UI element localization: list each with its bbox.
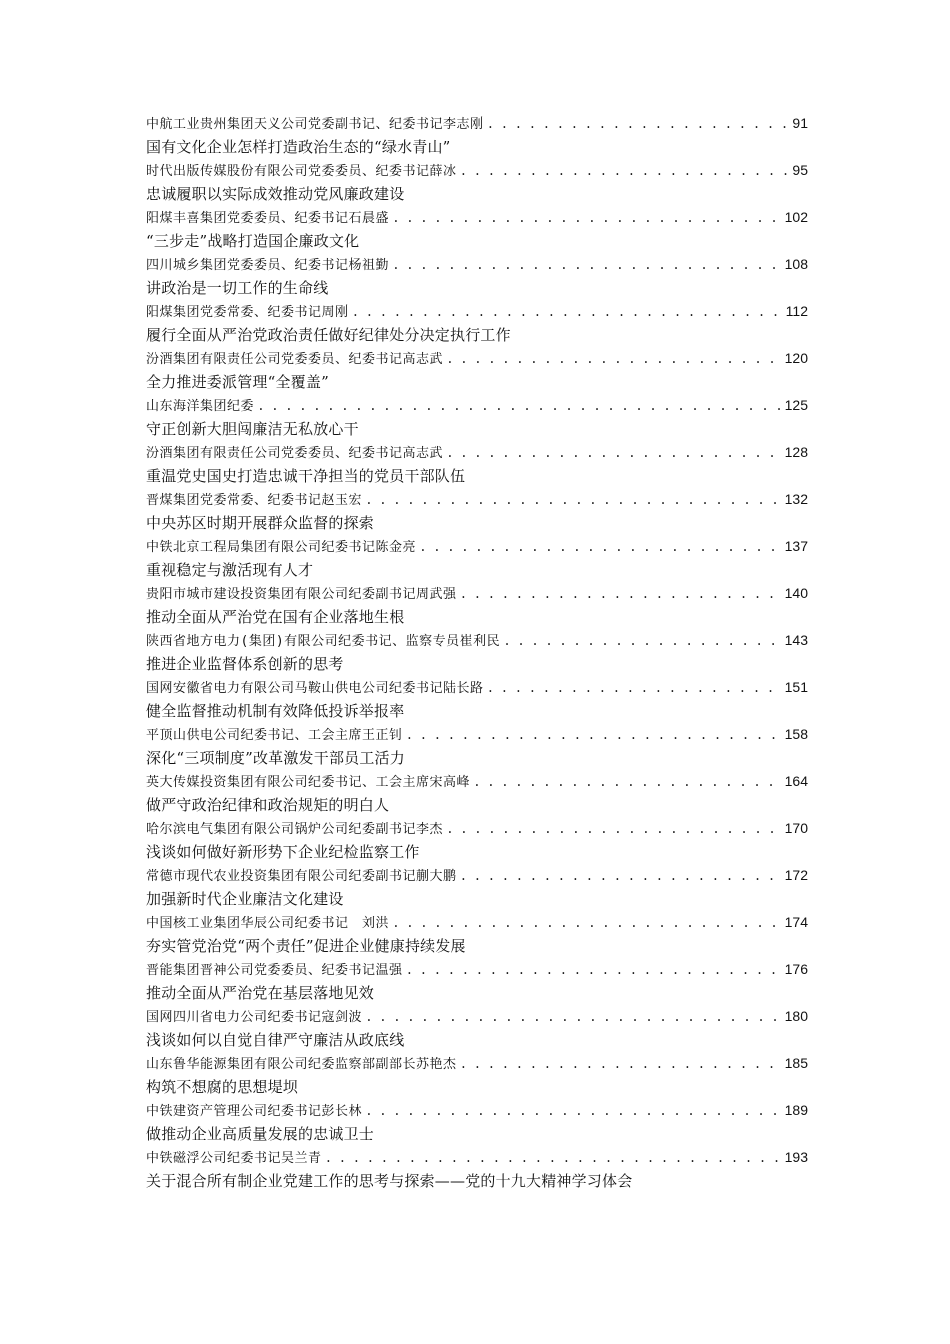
toc-entry-author: 汾酒集团有限责任公司党委委员、纪委书记高志武 — [146, 446, 444, 461]
toc-entry-author: 国网四川省电力公司纪委书记寇剑波 — [146, 1010, 363, 1025]
dot-leader — [503, 630, 781, 654]
toc-entry-author: 贵阳市城市建设投资集团有限公司纪委副书记周武强 — [146, 587, 457, 602]
dot-leader — [392, 254, 782, 278]
toc-entry-title: 推动全面从严治党在国有企业落地生根 — [146, 607, 405, 626]
toc-entry-page-number: 164 — [784, 773, 808, 789]
toc-entry-page-number: 193 — [784, 1149, 808, 1165]
toc-entry-page-number: 151 — [784, 679, 808, 695]
toc-entry-author: 中铁建资产管理公司纪委书记彭长林 — [146, 1104, 363, 1119]
toc-entry-page-number: 172 — [784, 867, 808, 883]
toc-entry-title: 守正创新大胆闯廉洁无私放心干 — [146, 419, 359, 438]
toc-entry-page-number: 95 — [792, 162, 808, 178]
table-of-contents — [146, 112, 808, 1193]
toc-entry-title: 重温党史国史打造忠诚干净担当的党员干部队伍 — [146, 466, 466, 485]
toc-entry-page-number: 140 — [784, 585, 808, 601]
dot-leader — [365, 1100, 782, 1124]
toc-entry-page-number: 137 — [784, 538, 808, 554]
toc-entry-page-number: 128 — [784, 444, 808, 460]
toc-entry-title: 重视稳定与激活现有人才 — [146, 560, 314, 579]
toc-entry-title: 中央苏区时期开展群众监督的探索 — [146, 513, 375, 532]
dot-leader — [446, 348, 782, 372]
dot-leader — [392, 912, 782, 936]
toc-entry-page-number: 158 — [784, 726, 808, 742]
toc-entry-author-row — [146, 1146, 808, 1170]
toc-entry-title: 夯实管党治党“两个责任”促进企业健康持续发展 — [146, 936, 466, 955]
toc-entry-author: 中国核工业集团华辰公司纪委书记 刘洪 — [146, 916, 390, 931]
toc-entry-title: 深化“三项制度”改革激发干部员工活力 — [146, 748, 405, 767]
toc-entry-author-row — [146, 958, 808, 982]
toc-entry-author-row — [146, 770, 808, 794]
toc-entry-page-number: 112 — [785, 303, 808, 319]
toc-entry-page-number: 91 — [792, 115, 808, 131]
toc-entry-author-row — [146, 1005, 808, 1029]
toc-entry-author: 平顶山供电公司纪委书记、工会主席王正钊 — [146, 728, 403, 743]
toc-entry-page-number: 120 — [784, 350, 808, 366]
toc-entry-title: 构筑不想腐的思想堤坝 — [146, 1077, 299, 1096]
dot-leader — [446, 818, 782, 842]
dot-leader — [460, 865, 782, 889]
toc-entry-author-row — [146, 253, 808, 277]
dot-leader — [460, 1053, 782, 1077]
toc-entry-title: 关于混合所有制企业党建工作的思考与探索——党的十九大精神学习体会 — [146, 1171, 633, 1190]
toc-entry-author: 英大传媒投资集团有限公司纪委书记、工会主席宋高峰 — [146, 775, 471, 790]
dot-leader — [406, 959, 782, 983]
toc-entry-author: 阳煤丰喜集团党委委员、纪委书记石晨盛 — [146, 211, 390, 226]
toc-entry-author-row — [146, 629, 808, 653]
toc-entry-page-number: 170 — [784, 820, 808, 836]
toc-entry-page-number: 125 — [784, 397, 808, 413]
dot-leader — [365, 1006, 782, 1030]
toc-entry-author: 阳煤集团党委常委、纪委书记周刚 — [146, 305, 349, 320]
toc-entry-author-row — [146, 676, 808, 700]
dot-leader — [460, 160, 790, 184]
toc-entry-title: 讲政治是一切工作的生命线 — [146, 278, 329, 297]
toc-entry-author: 陕西省地方电力(集团)有限公司纪委书记、监察专员崔利民 — [146, 634, 501, 649]
toc-entry-author: 晋煤集团党委常委、纪委书记赵玉宏 — [146, 493, 363, 508]
toc-entry-author-row — [146, 1099, 808, 1123]
toc-entry-title: 浅谈如何以自觉自律严守廉洁从政底线 — [146, 1030, 405, 1049]
dot-leader — [257, 395, 782, 419]
toc-entry-page-number: 143 — [784, 632, 808, 648]
toc-entry-page-number: 185 — [784, 1055, 808, 1071]
toc-entry-author-row — [146, 159, 808, 183]
dot-leader — [487, 113, 790, 137]
toc-entry-page-number: 180 — [784, 1008, 808, 1024]
toc-entry-author-row — [146, 206, 808, 230]
toc-entry-author: 哈尔滨电气集团有限公司锅炉公司纪委副书记李杰 — [146, 822, 444, 837]
toc-entry-title: 加强新时代企业廉洁文化建设 — [146, 889, 344, 908]
toc-entry-title: 推动全面从严治党在基层落地见效 — [146, 983, 375, 1002]
dot-leader — [473, 771, 782, 795]
toc-entry-author: 时代出版传媒股份有限公司党委委员、纪委书记薛冰 — [146, 164, 457, 179]
dot-leader — [352, 301, 783, 325]
toc-entry-author-row — [146, 1052, 808, 1076]
toc-entry-author-row — [146, 723, 808, 747]
toc-entry-title: “三步走”战略打造国企廉政文化 — [146, 231, 360, 250]
dot-leader — [406, 724, 782, 748]
toc-entry-title: 履行全面从严治党政治责任做好纪律处分决定执行工作 — [146, 325, 511, 344]
toc-entry-title: 浅谈如何做好新形势下企业纪检监察工作 — [146, 842, 420, 861]
toc-entry-author-row — [146, 347, 808, 371]
toc-entry-author: 中铁北京工程局集团有限公司纪委书记陈金亮 — [146, 540, 417, 555]
dot-leader — [325, 1147, 782, 1171]
dot-leader — [446, 442, 782, 466]
toc-entry-page-number: 132 — [784, 491, 808, 507]
toc-entry-author-row — [146, 488, 808, 512]
dot-leader — [365, 489, 782, 513]
toc-entry-author: 中航工业贵州集团天义公司党委副书记、纪委书记李志刚 — [146, 117, 484, 132]
dot-leader — [487, 677, 782, 701]
toc-entry-title: 国有文化企业怎样打造政治生态的“绿水青山” — [146, 137, 451, 156]
toc-entry-title: 推进企业监督体系创新的思考 — [146, 654, 344, 673]
toc-entry-page-number: 102 — [784, 209, 808, 225]
toc-entry-author: 常德市现代农业投资集团有限公司纪委副书记蒯大鹏 — [146, 869, 457, 884]
toc-entry-title: 做推动企业高质量发展的忠诚卫士 — [146, 1124, 375, 1143]
toc-entry-author: 国网安徽省电力有限公司马鞍山供电公司纪委书记陆长路 — [146, 681, 484, 696]
dot-leader — [460, 583, 782, 607]
toc-entry-author: 山东鲁华能源集团有限公司纪委监察部副部长苏艳杰 — [146, 1057, 457, 1072]
toc-entry-author-row — [146, 300, 808, 324]
toc-entry-page-number: 108 — [784, 256, 808, 272]
toc-entry-author: 四川城乡集团党委委员、纪委书记杨祖勤 — [146, 258, 390, 273]
toc-entry-author: 中铁磁浮公司纪委书记吴兰青 — [146, 1151, 322, 1166]
toc-entry-author-row — [146, 911, 808, 935]
toc-entry-page-number: 176 — [784, 961, 808, 977]
toc-entry-author-row — [146, 441, 808, 465]
toc-entry-author-row — [146, 817, 808, 841]
toc-entry-page-number: 174 — [784, 914, 808, 930]
toc-entry-author: 汾酒集团有限责任公司党委委员、纪委书记高志武 — [146, 352, 444, 367]
toc-entry-author: 晋能集团晋神公司党委委员、纪委书记温强 — [146, 963, 403, 978]
toc-entry-author-row — [146, 112, 808, 136]
toc-entry-title: 健全监督推动机制有效降低投诉举报率 — [146, 701, 405, 720]
toc-entry-author-row — [146, 864, 808, 888]
dot-leader — [392, 207, 782, 231]
toc-entry-title: 做严守政治纪律和政治规矩的明白人 — [146, 795, 390, 814]
toc-entry-title: 忠诚履职以实际成效推动党风廉政建设 — [146, 184, 405, 203]
toc-entry-author-row — [146, 394, 808, 418]
dot-leader — [419, 536, 782, 560]
toc-entry-author: 山东海洋集团纪委 — [146, 399, 255, 414]
toc-entry-title: 全力推进委派管理“全覆盖” — [146, 372, 329, 391]
toc-entry-page-number: 189 — [784, 1102, 808, 1118]
toc-entry-author-row — [146, 535, 808, 559]
toc-entry-author-row — [146, 582, 808, 606]
